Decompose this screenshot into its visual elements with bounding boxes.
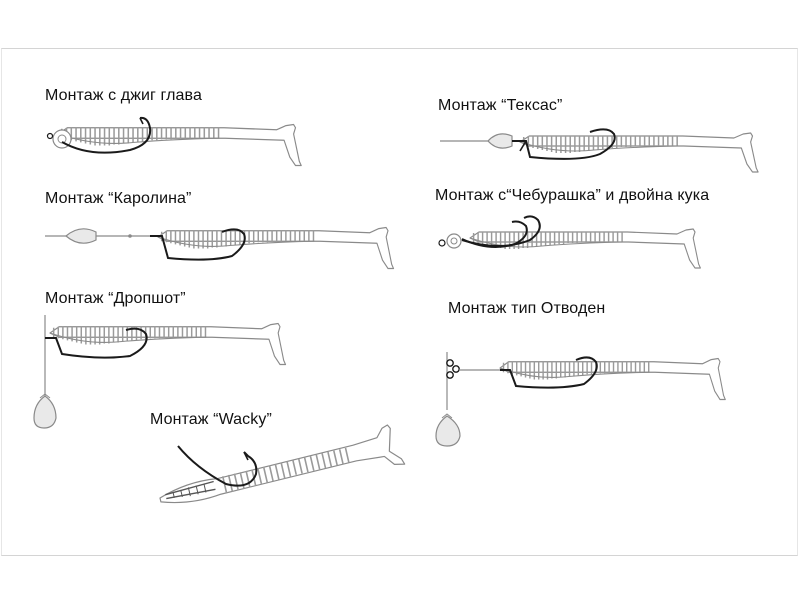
label-carolina: Монтаж “Каролина” <box>45 190 192 207</box>
rig-texas <box>440 129 758 172</box>
label-dropshot: Монтаж “Дропшот” <box>45 290 186 307</box>
rig-cheburashka <box>439 216 700 268</box>
label-jig-head: Монтаж с джиг глава <box>45 87 202 104</box>
rig-wacky <box>156 423 405 519</box>
rig-dropshot <box>34 315 286 428</box>
label-offset-leader: Монтаж тип Отводен <box>448 300 606 317</box>
rig-offset-leader <box>436 352 725 446</box>
label-texas: Монтаж “Тексас” <box>438 97 563 114</box>
rig-carolina <box>45 228 394 269</box>
rig-jig-head <box>48 118 302 166</box>
label-wacky: Монтаж “Wacky” <box>150 411 272 428</box>
label-cheburashka: Монтаж с“Чебурашка” и двойна кука <box>435 187 710 204</box>
